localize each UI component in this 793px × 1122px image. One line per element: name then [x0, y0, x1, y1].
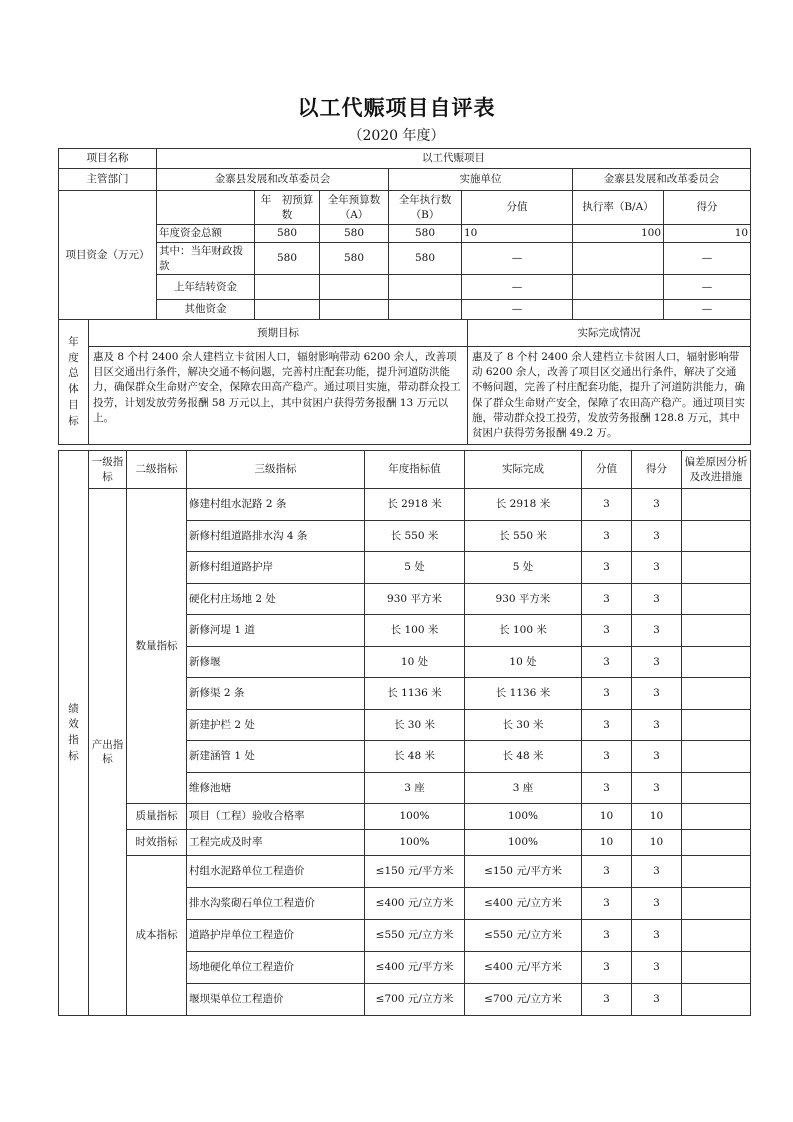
indicator-target: 100%: [365, 804, 465, 830]
indicator-target: 长 550 米: [365, 520, 465, 552]
indicator-score: 10: [632, 830, 682, 856]
funds-score-value: —: [462, 275, 573, 300]
indicator-score-value: 3: [582, 952, 632, 984]
dept-value: 金寨县发展和改革委员会: [157, 169, 389, 191]
impl-value: 金寨县发展和改革委员会: [573, 169, 751, 191]
funds-score: —: [664, 275, 751, 300]
indicator-actual: 930 平方米: [465, 583, 582, 615]
perf-label: [59, 451, 89, 1016]
funds-rate: [573, 243, 664, 275]
indicator-score: 3: [632, 520, 682, 552]
indicator-row: [59, 856, 751, 888]
funds-exec: 580: [389, 225, 462, 243]
indicator-actual: 5 处: [465, 552, 582, 584]
funds-budget: [320, 275, 389, 300]
indicator-actual: 长 550 米: [465, 520, 582, 552]
indicator-name: 新修堰: [187, 646, 365, 678]
funds-initial: 580: [255, 225, 320, 243]
expected-goal-text: 惠及 8 个村 2400 余人建档立卡贫困人口，辐射影响带动 6200 余人，改善项目区交通出行条件，解决交通不畅问题，完善村庄配套功能，提升河道防洪能力，确保群众生命财产安全，保障农田高产稳产。通过项目实施，带动群众投工投劳，计划发放劳务报酬 58 万元以上，其中贫困户获得劳务报酬 13 万元以上。: [89, 347, 468, 445]
actual-header: 实际完成: [465, 451, 582, 489]
indicator-target: ≤700 元/立方米: [365, 984, 465, 1016]
indicator-row: [59, 830, 751, 856]
funds-rate: [573, 275, 664, 300]
indicator-score: 3: [632, 552, 682, 584]
indicator-score: 3: [632, 856, 682, 888]
perf-label-char: 绩: [68, 702, 79, 715]
indicator-score-value: 3: [582, 678, 632, 710]
indicator-score-value: 3: [582, 856, 632, 888]
goals-label-char: 体: [68, 383, 79, 396]
funds-initial: 580: [255, 243, 320, 275]
indicator-score-value: 10: [582, 830, 632, 856]
funds-exec: [389, 300, 462, 320]
indicator-actual: ≤700 元/立方米: [465, 984, 582, 1016]
indicator-score: 3: [632, 709, 682, 741]
indicator-score-value: 10: [582, 804, 632, 830]
indicator-actual: 3 座: [465, 772, 582, 804]
funds-initial: [255, 275, 320, 300]
indicator-score: 3: [632, 984, 682, 1016]
indicator-deviation-note: [682, 772, 751, 804]
goals-label-char: 年: [68, 335, 79, 348]
funds-header-score-value: 分值: [462, 191, 573, 225]
level1-header: 一级指标: [89, 451, 127, 489]
funds-exec: 580: [389, 243, 462, 275]
indicator-score: 3: [632, 920, 682, 952]
project-name-label: 项目名称: [59, 149, 157, 169]
indicator-score: 3: [632, 489, 682, 521]
indicator-deviation-note: [682, 520, 751, 552]
indicator-score: 3: [632, 646, 682, 678]
indicator-target: 长 1136 米: [365, 678, 465, 710]
funds-rate: [573, 300, 664, 320]
indicator-score: 3: [632, 678, 682, 710]
indicator-deviation-note: [682, 741, 751, 773]
funds-row-label: 年度资金总额: [157, 225, 255, 243]
indicator-score-value: 3: [582, 520, 632, 552]
indicator-score: 3: [632, 952, 682, 984]
indicator-name: 村组水泥路单位工程造价: [187, 856, 365, 888]
funds-initial: [255, 300, 320, 320]
funds-budget: 580: [320, 225, 389, 243]
indicator-score: 3: [632, 741, 682, 773]
indicator-row: [59, 489, 751, 521]
indicator-deviation-note: [682, 552, 751, 584]
indicator-deviation-note: [682, 646, 751, 678]
level2-cell: 数量指标: [127, 489, 187, 804]
indicator-deviation-note: [682, 920, 751, 952]
funds-header-budget: 全年预算数（A）: [320, 191, 389, 225]
funds-budget: 580: [320, 243, 389, 275]
indicator-target: 100%: [365, 830, 465, 856]
level2-cell: 质量指标: [127, 804, 187, 830]
goals-label-char: 总: [68, 367, 79, 380]
indicator-name: 项目（工程）验收合格率: [187, 804, 365, 830]
indicator-score-value: 3: [582, 615, 632, 647]
goals-label: [59, 320, 89, 445]
funds-score-value: —: [462, 300, 573, 320]
funds-score-value: —: [462, 243, 573, 275]
indicator-deviation-note: [682, 856, 751, 888]
indicator-name: 道路护岸单位工程造价: [187, 920, 365, 952]
indicator-name: 新建护栏 2 处: [187, 709, 365, 741]
funds-score: —: [664, 243, 751, 275]
indicator-name: 维修池塘: [187, 772, 365, 804]
indicator-target: 长 30 米: [365, 709, 465, 741]
indicator-name: 修建村组水泥路 2 条: [187, 489, 365, 521]
indicator-name: 硬化村庄场地 2 处: [187, 583, 365, 615]
indicator-deviation-note: [682, 709, 751, 741]
indicator-target: 10 处: [365, 646, 465, 678]
indicator-target: ≤550 元/立方米: [365, 920, 465, 952]
funds-header-initial: 年 初预算数: [255, 191, 320, 225]
indicator-deviation-note: [682, 952, 751, 984]
indicator-row: [59, 804, 751, 830]
indicator-target: ≤400 元/平方米: [365, 952, 465, 984]
indicator-target: 3 座: [365, 772, 465, 804]
indicator-actual: 长 30 米: [465, 709, 582, 741]
indicator-deviation-note: [682, 804, 751, 830]
project-info-table: [58, 148, 751, 445]
funds-budget: [320, 300, 389, 320]
indicator-score-value: 3: [582, 984, 632, 1016]
level2-cell: 成本指标: [127, 856, 187, 1016]
perf-label-char: 标: [68, 749, 79, 762]
indicator-actual: 长 1136 米: [465, 678, 582, 710]
level2-cell: 时效指标: [127, 830, 187, 856]
score-header: 得分: [632, 451, 682, 489]
dept-label: 主管部门: [59, 169, 157, 191]
indicator-actual: 10 处: [465, 646, 582, 678]
indicator-score-value: 3: [582, 552, 632, 584]
indicator-name: 新修村组道路护岸: [187, 552, 365, 584]
funds-row-label: 上年结转资金: [157, 275, 255, 300]
indicator-score-value: 3: [582, 920, 632, 952]
indicator-target: 长 100 米: [365, 615, 465, 647]
indicator-target: ≤400 元/立方米: [365, 888, 465, 920]
indicator-name: 新建涵管 1 处: [187, 741, 365, 773]
funds-row: [59, 225, 751, 243]
page-title: 以工代赈项目自评表: [297, 95, 496, 120]
indicator-actual: 100%: [465, 804, 582, 830]
funds-header-score: 得分: [664, 191, 751, 225]
funds-row: [59, 243, 751, 275]
funds-header-exec: 全年执行数（B）: [389, 191, 462, 225]
indicator-deviation-note: [682, 615, 751, 647]
indicator-score: 3: [632, 615, 682, 647]
actual-result-label: 实际完成情况: [468, 320, 751, 347]
indicator-name: 场地硬化单位工程造价: [187, 952, 365, 984]
indicator-score-value: 3: [582, 741, 632, 773]
indicator-deviation-note: [682, 678, 751, 710]
impl-label: 实施单位: [389, 169, 573, 191]
funds-score: —: [664, 300, 751, 320]
indicator-score-value: 3: [582, 888, 632, 920]
indicator-actual: 长 2918 米: [465, 489, 582, 521]
project-name-value: 以工代赈项目: [157, 149, 751, 169]
funds-row-label: 其他资金: [157, 300, 255, 320]
indicator-target: ≤150 元/平方米: [365, 856, 465, 888]
indicator-name: 堰坝渠单位工程造价: [187, 984, 365, 1016]
funds-label: 项目资金（万元）: [59, 191, 157, 320]
funds-score: 10: [664, 225, 751, 243]
level1-cell: 产出指标: [89, 489, 127, 1016]
indicator-score: 10: [632, 804, 682, 830]
score-value-header: 分值: [582, 451, 632, 489]
goals-label-char: 目: [68, 398, 79, 411]
indicator-name: 工程完成及时率: [187, 830, 365, 856]
indicator-name: 新修渠 2 条: [187, 678, 365, 710]
indicator-target: 长 48 米: [365, 741, 465, 773]
indicator-actual: 100%: [465, 830, 582, 856]
expected-goal-label: 预期目标: [89, 320, 468, 347]
indicator-deviation-note: [682, 888, 751, 920]
performance-body: [59, 451, 751, 1016]
indicator-deviation-note: [682, 583, 751, 615]
indicator-target: 930 平方米: [365, 583, 465, 615]
indicator-deviation-note: [682, 489, 751, 521]
funds-header-blank: [157, 191, 255, 225]
indicator-actual: 长 48 米: [465, 741, 582, 773]
funds-row-label: 其中：当年财政拨款: [157, 243, 255, 275]
level3-header: 三级指标: [187, 451, 365, 489]
goals-label-char: 度: [68, 351, 79, 364]
funds-row: [59, 275, 751, 300]
perf-label-char: 效: [68, 718, 79, 731]
indicator-name: 新修村组道路排水沟 4 条: [187, 520, 365, 552]
indicator-actual: ≤150 元/平方米: [465, 856, 582, 888]
funds-exec: [389, 275, 462, 300]
perf-label-char: 指: [68, 734, 79, 746]
actual-result-text: 惠及了 8 个村 2400 余人建档立卡贫困人口，辐射影响带动 6200 余人，改善了项目区交通出行条件，解决了交通不畅问题，完善了村庄配套功能，提升了河道防洪能力，确保了群众生命财产安全，保障了农田高产稳产。通过项目实施，带动群众投工投劳，发放劳务报酬 128.8 万元，其中贫困户获得劳务报酬 49.2 万。: [468, 347, 751, 445]
performance-table: [58, 450, 751, 1016]
indicator-score: 3: [632, 888, 682, 920]
funds-rate: 100: [573, 225, 664, 243]
page-subtitle: （2020 年度）: [348, 128, 445, 144]
indicator-score-value: 3: [582, 772, 632, 804]
indicator-actual: ≤550 元/立方米: [465, 920, 582, 952]
indicator-score-value: 3: [582, 646, 632, 678]
indicator-actual: 长 100 米: [465, 615, 582, 647]
deviation-header: 偏差原因分析及改进措施: [682, 451, 751, 489]
indicator-score-value: 3: [582, 709, 632, 741]
indicator-name: 新修河堤 1 道: [187, 615, 365, 647]
indicator-name: 排水沟浆砌石单位工程造价: [187, 888, 365, 920]
indicator-score: 3: [632, 772, 682, 804]
indicator-deviation-note: [682, 984, 751, 1016]
funds-score-value: 10: [462, 225, 573, 243]
indicator-deviation-note: [682, 830, 751, 856]
level2-header: 二级指标: [127, 451, 187, 489]
indicator-score-value: 3: [582, 489, 632, 521]
funds-row: [59, 300, 751, 320]
indicator-score-value: 3: [582, 583, 632, 615]
goals-label-char: 标: [68, 414, 79, 427]
target-header: 年度指标值: [365, 451, 465, 489]
indicator-target: 长 2918 米: [365, 489, 465, 521]
indicator-score: 3: [632, 583, 682, 615]
indicator-target: 5 处: [365, 552, 465, 584]
indicator-actual: ≤400 元/平方米: [465, 952, 582, 984]
funds-header-rate: 执行率（B/A）: [573, 191, 664, 225]
indicator-actual: ≤400 元/立方米: [465, 888, 582, 920]
